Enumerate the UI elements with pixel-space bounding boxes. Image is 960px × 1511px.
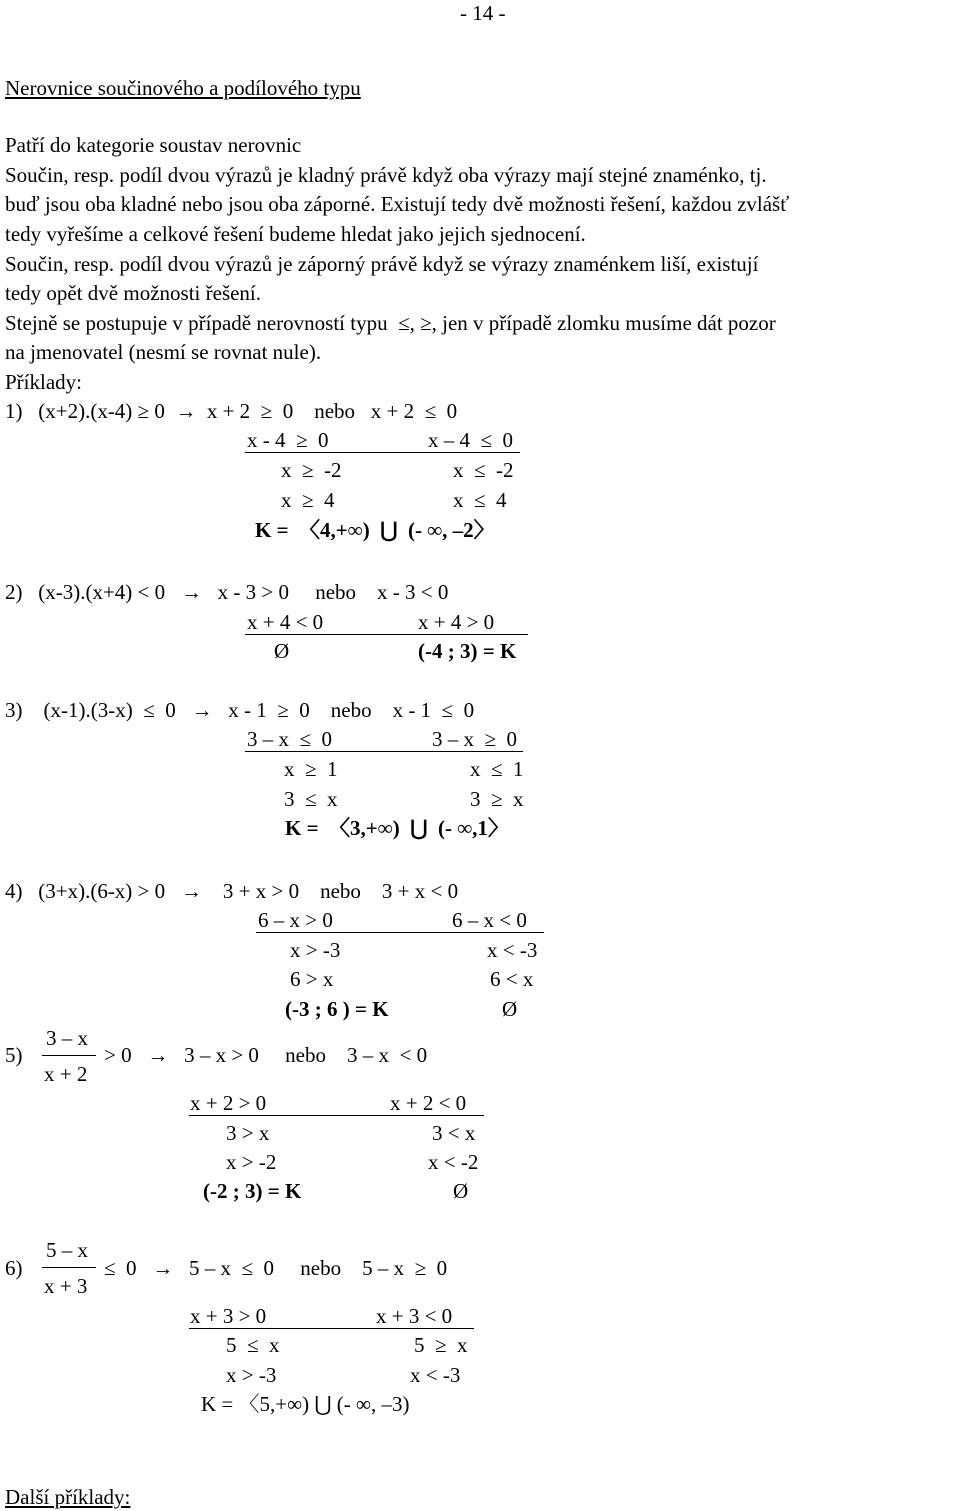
example-3-left-row: 3 ≤ x: [284, 787, 338, 811]
intro-line: buď jsou oba kladné nebo jsou oba záporné. Existují tedy dvě možnosti řešení, každou zvlášť: [5, 192, 790, 216]
example-5-result: (-2 ; 3) = K: [203, 1179, 302, 1203]
example-5-head: > 0 → 3 – x > 0 nebo 3 – x < 0: [104, 1043, 428, 1067]
example-4-left-row: x > -3: [290, 938, 341, 962]
example-4-left-row: 6 – x > 0: [258, 908, 333, 932]
intro-line: tedy opět dvě možnosti řešení.: [5, 281, 262, 305]
example-4-right-row: x < -3: [487, 938, 538, 962]
example-5-right-row: x < -2: [428, 1150, 479, 1174]
system-underline: [256, 932, 544, 933]
example-4-empty-set: Ø: [502, 997, 518, 1021]
example-2-result: (-4 ; 3) = K: [418, 639, 517, 663]
example-1-right-row: x – 4 ≤ 0: [428, 428, 514, 452]
fraction-numerator: 5 – x: [46, 1238, 88, 1262]
example-5-empty-set: Ø: [453, 1179, 469, 1203]
example-4-result: (-3 ; 6 ) = K: [285, 997, 389, 1021]
example-4-left-row: 6 > x: [290, 967, 334, 991]
example-6-number: 6): [5, 1256, 23, 1280]
example-6-left-row: x + 3 > 0: [190, 1304, 267, 1328]
example-1-left-row: x ≥ -2: [281, 458, 342, 482]
example-1-head: 1) (x+2).(x-4) ≥ 0 → x + 2 ≥ 0 nebo x + 2 ≤ 0: [5, 399, 458, 423]
further-examples-label: Další příklady:: [5, 1485, 131, 1509]
example-5-right-row: 3 < x: [432, 1121, 476, 1145]
intro-line: Součin, resp. podíl dvou výrazů je záporný právě když se výrazy znaménkem liší, existují: [5, 252, 759, 276]
example-1-left-row: x - 4 ≥ 0: [247, 428, 329, 452]
system-underline: [189, 1328, 474, 1329]
example-6-head: ≤ 0 → 5 – x ≤ 0 nebo 5 – x ≥ 0: [104, 1256, 448, 1280]
example-6-fraction: [42, 1240, 98, 1302]
example-1-result: K = 〈4,+∞) ⋃ (- ∞, –2〉: [255, 518, 495, 542]
example-3-head: 3) (x-1).(3-x) ≤ 0 → x - 1 ≥ 0 nebo x - 1 ≤ 0: [5, 698, 475, 722]
example-3-right-row: 3 ≥ x: [470, 787, 524, 811]
example-4-right-row: 6 < x: [490, 967, 534, 991]
fraction-numerator: 3 – x: [46, 1026, 88, 1050]
example-6-right-row: x + 3 < 0: [376, 1304, 453, 1328]
example-3-result: K = 〈3,+∞) ⋃ (- ∞,1〉: [285, 816, 509, 840]
fraction-bar: [42, 1267, 96, 1268]
system-underline: [245, 751, 523, 752]
example-5-left-row: x + 2 > 0: [190, 1091, 267, 1115]
examples-label: Příklady:: [5, 370, 82, 394]
example-6-right-row: x < -3: [410, 1363, 461, 1387]
example-3-right-row: x ≤ 1: [470, 757, 524, 781]
system-underline: [245, 452, 520, 453]
fraction-denominator: x + 2: [44, 1062, 88, 1086]
example-6-left-row: 5 ≤ x: [226, 1333, 280, 1357]
example-5-left-row: x > -2: [226, 1150, 277, 1174]
example-1-left-row: x ≥ 4: [281, 488, 335, 512]
example-4-right-row: 6 – x < 0: [452, 908, 527, 932]
example-3-right-row: 3 – x ≥ 0: [432, 727, 518, 751]
example-2-right-row: x + 4 > 0: [418, 610, 495, 634]
example-3-left-row: 3 – x ≤ 0: [247, 727, 333, 751]
example-2-left-row: x + 4 < 0: [247, 610, 324, 634]
intro-line: Stejně se postupuje v případě nerovností typu ≤, ≥, jen v případě zlomku musíme dát pozor: [5, 311, 776, 335]
example-6-left-row: x > -3: [226, 1363, 277, 1387]
example-2-left-row: Ø: [274, 639, 290, 663]
example-5-right-row: x + 2 < 0: [390, 1091, 467, 1115]
example-4-head: 4) (3+x).(6-x) > 0 → 3 + x > 0 nebo 3 + x < 0: [5, 879, 459, 903]
intro-line: Součin, resp. podíl dvou výrazů je kladný právě když oba výrazy mají stejné znaménko, tj.: [5, 163, 767, 187]
page-number: - 14 -: [460, 1, 506, 25]
page-title: Nerovnice součinového a podílového typu: [5, 76, 361, 100]
intro-line: na jmenovatel (nesmí se rovnat nule).: [5, 340, 322, 364]
fraction-denominator: x + 3: [44, 1274, 88, 1298]
example-3-left-row: x ≥ 1: [284, 757, 338, 781]
system-underline: [245, 634, 528, 635]
example-6-result: K = 〈5,+∞) ⋃ (- ∞, –3): [201, 1392, 410, 1416]
example-6-right-row: 5 ≥ x: [414, 1333, 468, 1357]
intro-line: Patří do kategorie soustav nerovnic: [5, 133, 302, 157]
example-5-fraction: [42, 1028, 98, 1090]
example-1-right-row: x ≤ -2: [453, 458, 514, 482]
fraction-bar: [42, 1055, 96, 1056]
example-2-head: 2) (x-3).(x+4) < 0 → x - 3 > 0 nebo x - 3 < 0: [5, 580, 449, 604]
system-underline: [189, 1115, 484, 1116]
example-5-number: 5): [5, 1043, 23, 1067]
intro-line: tedy vyřešíme a celkové řešení budeme hledat jako jejich sjednocení.: [5, 222, 586, 246]
example-1-right-row: x ≤ 4: [453, 488, 507, 512]
example-5-left-row: 3 > x: [226, 1121, 270, 1145]
